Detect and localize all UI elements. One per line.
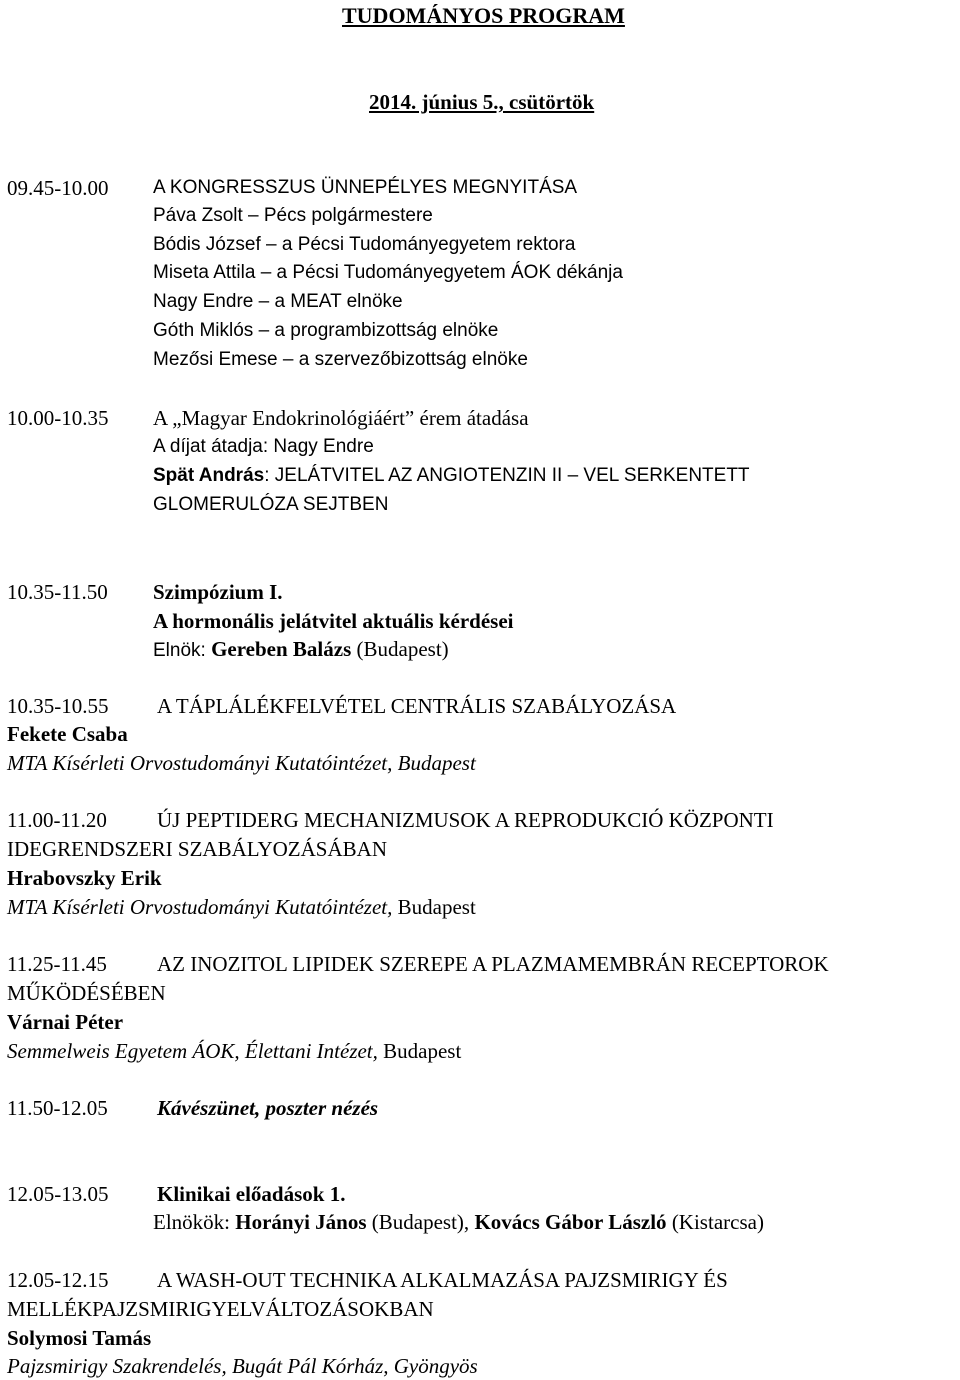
chair-name: Gereben Balázs [211,637,352,661]
symposium-chair-line [153,635,449,665]
speaker-name: Várnai Péter [7,1010,124,1034]
time-slot: 10.35-10.55 [7,694,109,718]
lecture-title-continued: MŰKÖDÉSÉBEN [7,981,166,1005]
speaker-name: Spät András [153,465,265,486]
opening-speaker: Bódis József – a Pécsi Tudományegyetem rektora [153,234,576,255]
time-slot: 12.05-13.05 [7,1182,109,1206]
time-slot: 10.35-11.50 [7,580,108,604]
session-title: Klinikai előadások 1. [157,1182,346,1206]
session-chairs-line [153,1208,764,1236]
chair-name: Kovács Gábor László [474,1210,667,1234]
lecture-title-continued: GLOMERULÓZA SEJTBEN [153,494,389,515]
chair-city: (Kistarcsa) [671,1210,764,1234]
session-title: A KONGRESSZUS ÜNNEPÉLYES MEGNYITÁSA [153,177,578,198]
chair-label: Elnök: [153,640,206,661]
lecture-title: A TÁPLÁLÉKFELVÉTEL CENTRÁLIS SZABÁLYOZÁSA [157,694,677,718]
lecture-title: ÚJ PEPTIDERG MECHANIZMUSOK A REPRODUKCIÓ KÖZPONTI [157,808,774,832]
time-slot: 11.00-11.20 [7,808,107,832]
program-date: 2014. június 5., csütörtök [369,90,595,114]
chair-name: Horányi János [235,1210,367,1234]
opening-speaker: Mezősi Emese – a szervezőbizottság elnöke [153,349,528,370]
speaker-name: Hrabovszky Erik [7,866,162,890]
break-title: Kávészünet, poszter nézés [157,1096,379,1120]
chairs-label: Elnökök: [153,1210,230,1234]
symposium-title: Szimpózium I. [153,580,283,604]
affiliation: Pajzsmirigy Szakrendelés, Bugát Pál Kórház, Gyöngyös [7,1354,478,1378]
chair-city: (Budapest) [356,637,449,661]
symposium-subtitle: A hormonális jelátvitel aktuális kérdései [153,609,514,633]
affiliation: MTA Kísérleti Orvostudományi Kutatóintézet, Budapest [7,751,476,775]
lecture-title-continued: MELLÉKPAJZSMIRIGYELVÁLTOZÁSOKBAN [7,1297,434,1321]
time-slot: 09.45-10.00 [7,176,109,200]
opening-speaker: Páva Zsolt – Pécs polgármestere [153,205,433,226]
time-slot: 11.50-12.05 [7,1096,108,1120]
lecture-title: A WASH-OUT TECHNIKA ALKALMAZÁSA PAJZSMIRIGY ÉS [157,1268,728,1292]
chair-city: (Budapest), [371,1210,470,1234]
affiliation-institute: Semmelweis Egyetem ÁOK, Élettani Intézet, [7,1039,378,1063]
speaker-name: Fekete Csaba [7,722,128,746]
award-lecture-line [153,462,750,490]
lecture-title-continued: IDEGRENDSZERI SZABÁLYOZÁSÁBAN [7,837,387,861]
opening-speaker: Miseta Attila – a Pécsi Tudományegyetem ÁOK dékánja [153,262,623,283]
lecture-title: : JELÁTVITEL AZ ANGIOTENZIN II – VEL SERKENTETT [264,465,750,486]
affiliation-city: Budapest [397,895,476,919]
opening-speaker: Góth Miklós – a programbizottság elnöke [153,320,499,341]
page-title: TUDOMÁNYOS PROGRAM [342,3,625,28]
time-slot: 12.05-12.15 [7,1268,109,1292]
affiliation [7,1037,461,1065]
time-slot: 10.00-10.35 [7,406,109,430]
time-slot: 11.25-11.45 [7,952,107,976]
session-title: A „Magyar Endokrinológiáért” érem átadása [153,406,529,430]
affiliation-institute: MTA Kísérleti Orvostudományi Kutatóintézet, [7,895,393,919]
affiliation-city: Budapest [383,1039,462,1063]
award-presenter: A díjat átadja: Nagy Endre [153,436,374,457]
speaker-name: Solymosi Tamás [7,1326,152,1350]
lecture-title: AZ INOZITOL LIPIDEK SZEREPE A PLAZMAMEMBRÁN RECEPTOROK [157,952,829,976]
opening-speaker: Nagy Endre – a MEAT elnöke [153,291,403,312]
affiliation [7,893,476,921]
